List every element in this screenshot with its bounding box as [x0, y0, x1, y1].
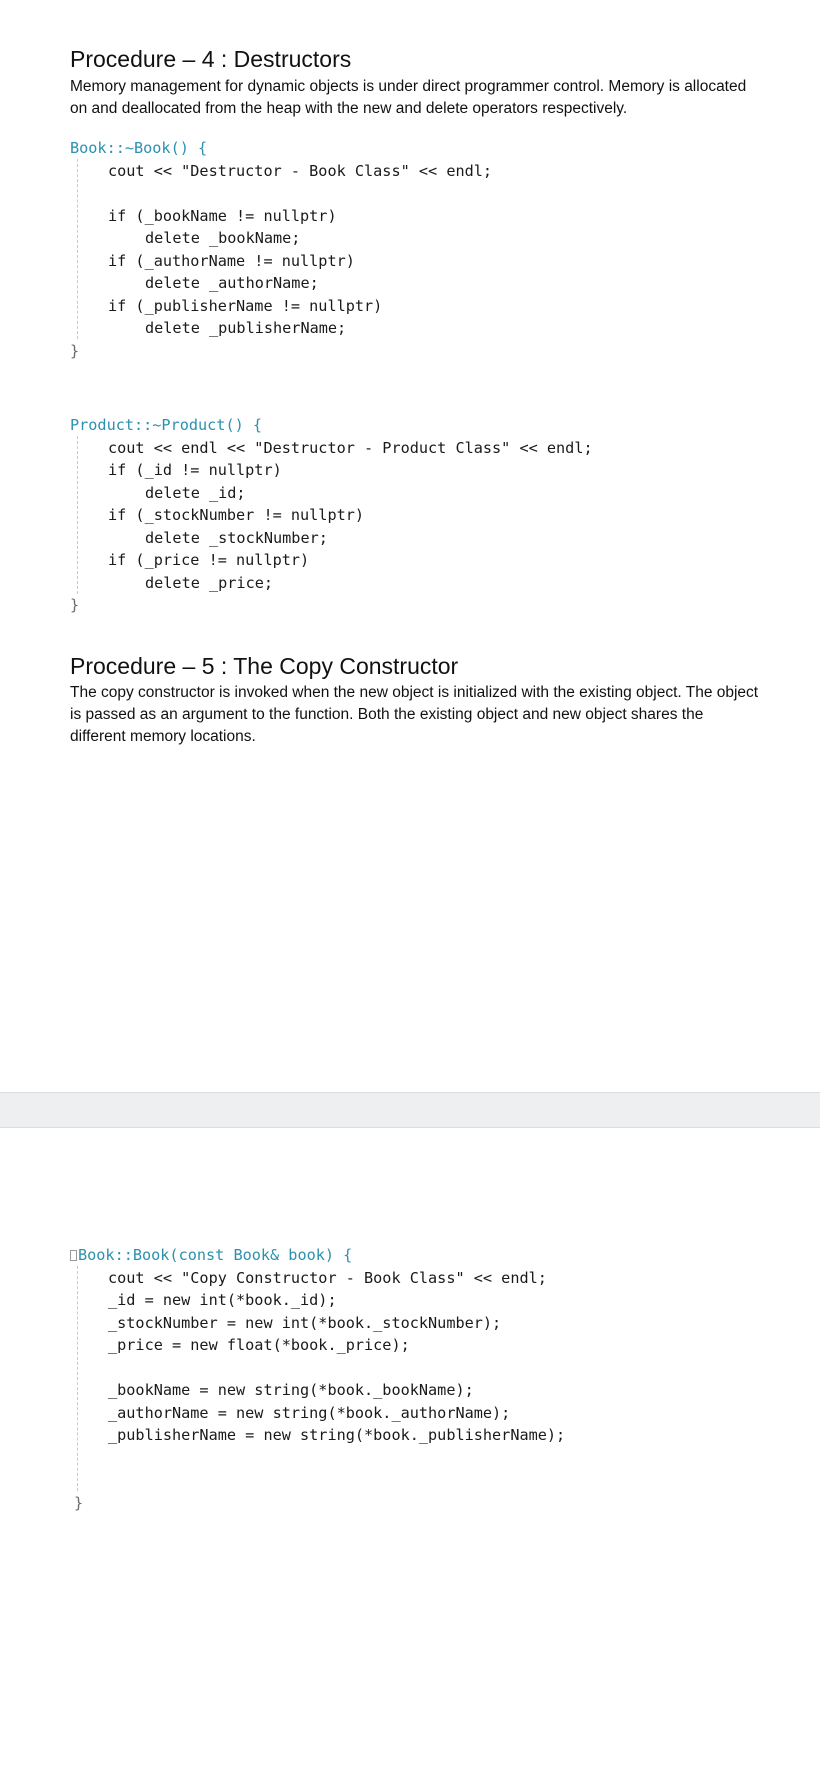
- code-line: cout << "Destructor - Book Class" << endl;: [108, 161, 493, 180]
- code-line: delete _id;: [145, 483, 246, 502]
- collapse-icon[interactable]: [70, 1250, 77, 1261]
- page-break: [0, 1092, 820, 1128]
- code-line: _price = new float(*book._price);: [108, 1336, 410, 1354]
- code-line: delete _authorName;: [145, 274, 319, 292]
- code-line: cout << "Copy Constructor - Book Class" << endl;: [108, 1268, 547, 1287]
- copy-constructor-code: [70, 1244, 565, 1514]
- code-line: if (_bookName != nullptr): [108, 206, 337, 225]
- code-line: if (_stockNumber != nullptr): [108, 506, 365, 524]
- code-line: _authorName = new string(*book._authorName);: [108, 1403, 511, 1422]
- code-line: cout << endl << "Destructor - Product Class" << endl;: [108, 438, 593, 457]
- code-line: }: [70, 341, 80, 360]
- code-line: Product::~Product() {: [70, 416, 263, 434]
- code-line: _bookName = new string(*book._bookName);: [108, 1381, 474, 1399]
- book-destructor-code: [70, 137, 492, 362]
- code-line: if (_publisherName != nullptr): [108, 296, 383, 315]
- code-line: }: [74, 1493, 84, 1512]
- code-line: _id = new int(*book._id);: [108, 1291, 337, 1309]
- code-line: Book::Book(const Book& book) {: [70, 1244, 565, 1267]
- code-line: _stockNumber = new int(*book._stockNumber);: [108, 1313, 502, 1332]
- product-destructor-code: [70, 414, 593, 617]
- code-line: delete _publisherName;: [145, 319, 347, 337]
- code-line: Book::~Book() {: [70, 139, 208, 157]
- code-line: if (_authorName != nullptr): [108, 251, 355, 270]
- procedure-4-title: Procedure – 4 : Destructors: [70, 46, 352, 72]
- code-line: delete _bookName;: [145, 229, 301, 247]
- code-line: if (_id != nullptr): [108, 461, 282, 479]
- procedure-5-title: Procedure – 5 : The Copy Constructor: [70, 653, 459, 679]
- document-page-2: [0, 1128, 820, 1778]
- code-line: if (_price != nullptr): [108, 551, 310, 569]
- procedure-5-description: The copy constructor is invoked when the new object is initialized with the existing object. The object is passed as an argument to the function. Both the existing object and new object shares the different memory locations.: [70, 684, 759, 745]
- procedure-4-description: Memory management for dynamic objects is under direct programmer control. Memory is allocated on and deallocated from the heap with the new and delete operators respectively.: [70, 78, 747, 117]
- code-line: _publisherName = new string(*book._publisherName);: [108, 1426, 566, 1444]
- code-line: delete _price;: [145, 573, 274, 592]
- code-line: delete _stockNumber;: [145, 528, 328, 547]
- code-line: }: [70, 596, 80, 614]
